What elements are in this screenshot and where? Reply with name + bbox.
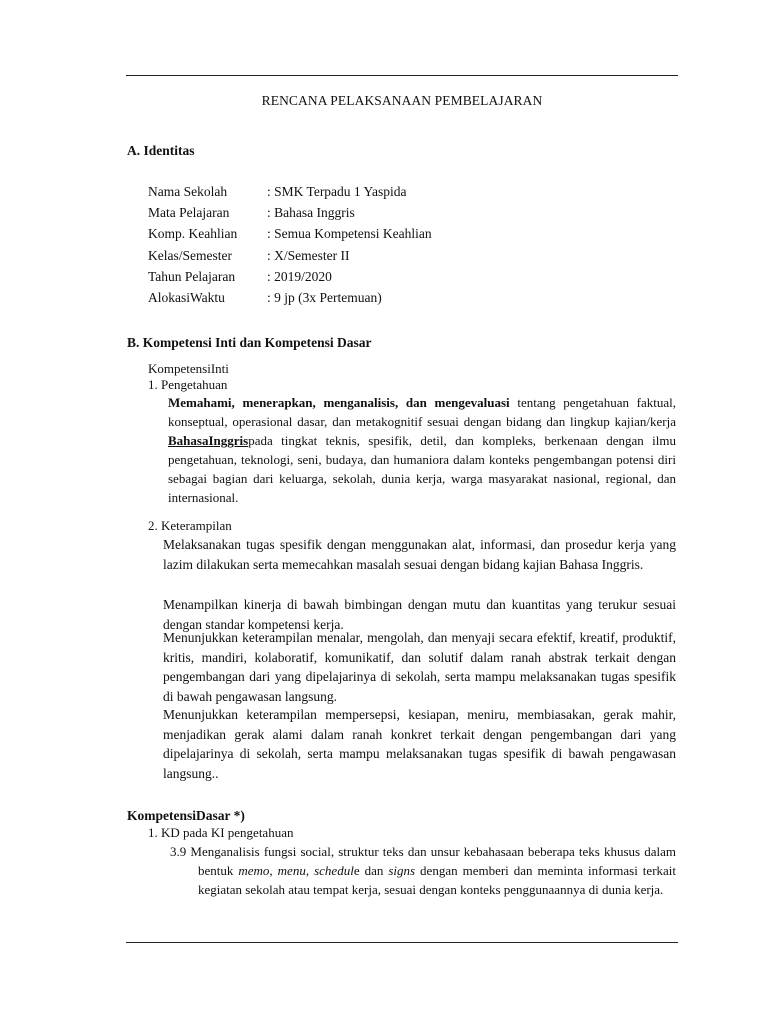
identity-row bbox=[148, 202, 432, 223]
ki-label: KompetensiInti bbox=[148, 361, 229, 376]
identity-value: : X/Semester II bbox=[267, 247, 350, 263]
identity-row bbox=[148, 224, 432, 245]
identity-label: AlokasiWaktu bbox=[148, 290, 225, 306]
ki-item-1-text bbox=[168, 393, 676, 507]
bottom-rule bbox=[126, 942, 678, 943]
kd-e: e dan bbox=[353, 863, 389, 878]
top-rule bbox=[126, 75, 678, 76]
identity-value: : SMK Terpadu 1 Yaspida bbox=[267, 183, 407, 199]
kd-memo: memo bbox=[238, 863, 270, 878]
identity-row bbox=[148, 181, 432, 202]
ki-item-1-bold: Memahami, menerapkan, menganalisis, dan mengevaluasi bbox=[168, 395, 510, 410]
ki-item-2-p1: Melaksanakan tugas spesifik dengan menggunakan alat, informasi, dan prosedur kerja yang lazim dilakukan serta memecahkan masalah sesuai dengan bidang kajian Bahasa Inggris. bbox=[163, 537, 676, 572]
identity-label: Mata Pelajaran bbox=[148, 204, 230, 220]
identity-value: : Bahasa Inggris bbox=[267, 204, 355, 220]
ki-item-2-label: 2. Keterampilan bbox=[148, 518, 232, 533]
ki-item-1-label: 1. Pengetahuan bbox=[148, 377, 228, 392]
kd-sep-1: , bbox=[269, 863, 278, 878]
ki-item-2-p4: Menunjukkan keterampilan mempersepsi, kesiapan, meniru, membiasakan, gerak mahir, menjadikan gerak alami dalam ranah konkret terkait dengan pengembangan dari yang dipelajarinya di sekolah, serta mampu melaksanakan tugas spesifik di bawah pengawasan langsung.. bbox=[163, 707, 676, 781]
kd-signs: signs bbox=[388, 863, 416, 878]
kd-menu: menu bbox=[277, 863, 306, 878]
identity-row bbox=[148, 287, 432, 308]
identity-label: Nama Sekolah bbox=[148, 183, 228, 199]
section-a-heading: A. Identitas bbox=[127, 143, 195, 158]
section-b-heading: B. Kompetensi Inti dan Kompetensi Dasar bbox=[127, 335, 372, 350]
identity-label: Kelas/Semester bbox=[148, 247, 232, 263]
identity-value: : 9 jp (3x Pertemuan) bbox=[267, 290, 382, 306]
identity-row bbox=[148, 245, 432, 266]
identity-value: : 2019/2020 bbox=[267, 268, 332, 284]
identity-label: Tahun Pelajaran bbox=[148, 268, 236, 284]
kd-sep-2: , bbox=[305, 863, 315, 878]
kd-text-a: Menganalisis fungsi social, struktur teks dan unsur kebahasaan beberapa teks khusus dalam bentuk bbox=[186, 844, 676, 878]
kd-heading: KompetensiDasar *) bbox=[127, 808, 245, 823]
page-title: RENCANA PELAKSANAAN PEMBELAJARAN bbox=[261, 93, 543, 108]
identity-value: : Semua Kompetensi Keahlian bbox=[267, 226, 432, 242]
ki-item-1-text-b: pada tingkat teknis, spesifik, detil, dan kompleks, berkenaan dengan ilmu pengetahuan, teknologi, seni, budaya, dan humaniora dalam konteks pengembangan potensi diri sebagai bagian dari keluarga, sekolah, dunia kerja, warga masyarakat nasional, regional, dan internasional. bbox=[168, 433, 676, 505]
ki-item-2-p3: Menunjukkan keterampilan menalar, mengolah, dan menyaji secara efektif, kreatif, produktif, kritis, mandiri, kolaboratif, komunikatif, dan solutif dalam ranah abstrak terkait dengan pengembangan dari yang dipelajarinya di sekolah, serta mampu melaksanakan tugas spesifik di bawah pengawasan langsung. bbox=[163, 630, 676, 704]
ki-item-1-subject: BahasaInggris bbox=[168, 433, 249, 448]
identity-label: Komp. Keahlian bbox=[148, 226, 238, 242]
identity-table bbox=[148, 181, 432, 309]
kd-text-b: dengan memberi dan meminta informasi terkait kegiatan sekolah atau tempat kerja, sesuai dengan konteks penggunaannya di dunia kerja. bbox=[198, 863, 677, 897]
kd-3-9-text bbox=[170, 842, 676, 899]
kd-item-1-label: 1. KD pada KI pengetahuan bbox=[148, 825, 294, 840]
identity-row bbox=[148, 266, 432, 287]
ki-item-2-p2: Menampilkan kinerja di bawah bimbingan dengan mutu dan kuantitas yang terukur sesuai dengan standar kompetensi kerja. bbox=[163, 597, 676, 632]
kd-number: 3.9 bbox=[170, 844, 187, 859]
kd-schedule: schedul bbox=[314, 863, 354, 878]
ki-item-1-text-a: tentang pengetahuan faktual, konseptual, operasional dasar, dan metakognitif sesuai dengan bidang dan lingkup kajian/kerja bbox=[168, 395, 676, 429]
